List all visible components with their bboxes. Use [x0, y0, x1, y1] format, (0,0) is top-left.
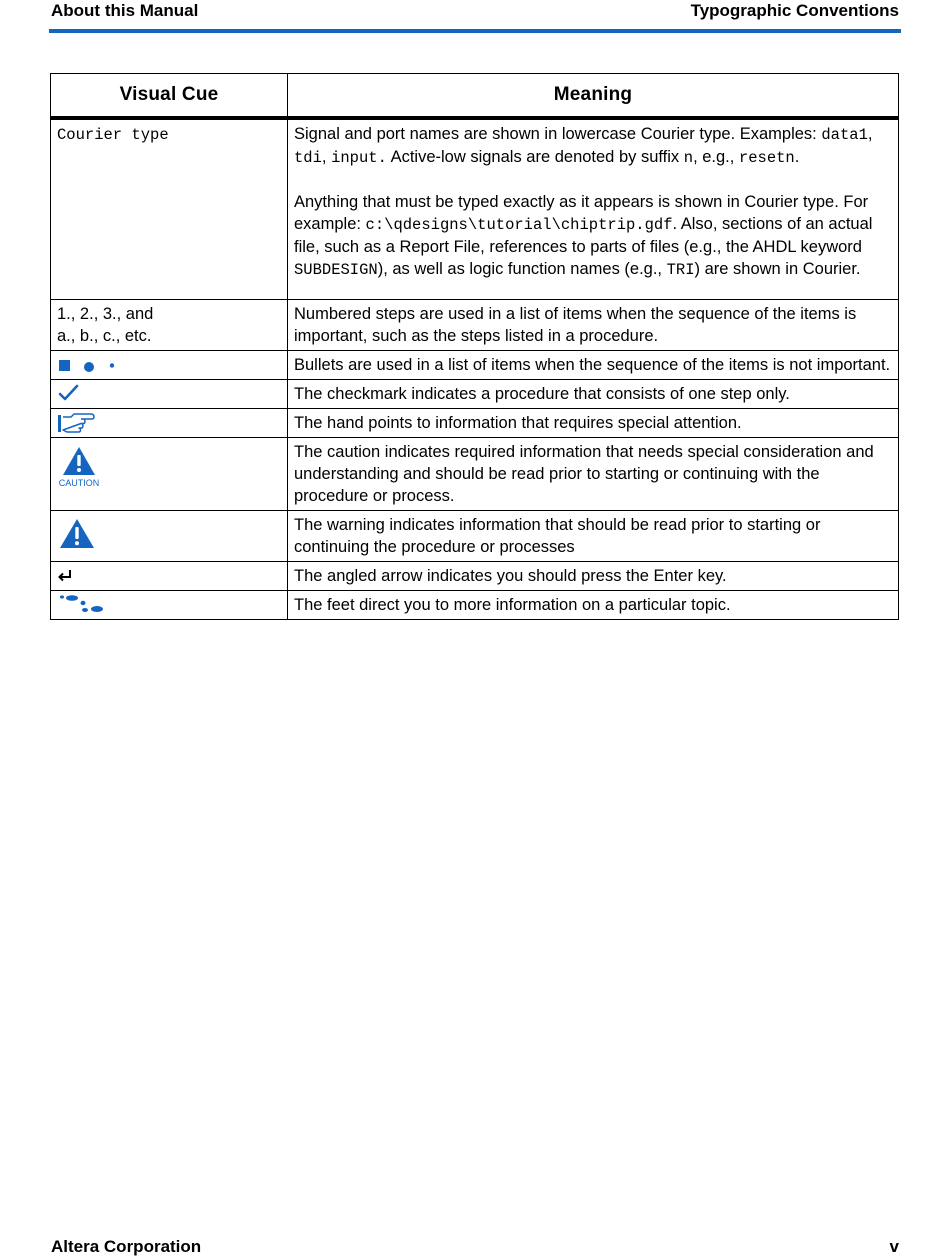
- meaning-cell: Numbered steps are used in a list of items when the sequence of the items is important, such as the steps listed in a procedure.: [288, 300, 899, 351]
- cue-cell: [51, 438, 288, 511]
- column-header-meaning: Meaning: [288, 74, 899, 119]
- enter-arrow-icon: [57, 565, 77, 587]
- cue-cell: [51, 380, 288, 409]
- meaning-cell: The feet direct you to more information on a particular topic.: [288, 591, 899, 620]
- cue-cell: [51, 351, 288, 380]
- table-header-row: [51, 74, 899, 119]
- meaning-cell: The hand points to information that requires special attention.: [288, 409, 899, 438]
- cue-cell: [51, 409, 288, 438]
- caution-icon: [57, 441, 101, 489]
- caution-icon-label: CAUTION: [58, 478, 100, 488]
- bullets-icon: [57, 354, 127, 376]
- cue-cell: [51, 118, 288, 300]
- cue-cell: [51, 511, 288, 562]
- courier-type-sample: Courier type: [57, 126, 169, 144]
- numbered-cue-line-2: a., b., c., etc.: [57, 327, 152, 345]
- footer-company: Altera Corporation: [51, 1237, 202, 1256]
- meaning-cell: [288, 118, 899, 300]
- meaning-cell: The angled arrow indicates you should press the Enter key.: [288, 562, 899, 591]
- footprints-icon: [57, 594, 109, 616]
- table-row-feet: [51, 591, 899, 620]
- meaning-cell: The caution indicates required information that needs special consideration and understanding and should be read prior to starting or continuing with the procedure or process.: [288, 438, 899, 511]
- pointing-hand-icon: [57, 412, 95, 434]
- header-rule: [49, 29, 901, 33]
- table-row-warning: [51, 511, 899, 562]
- table-row-bullets: [51, 351, 899, 380]
- table-row-hand: [51, 409, 899, 438]
- checkmark-icon: [57, 383, 81, 405]
- meaning-cell: The checkmark indicates a procedure that consists of one step only.: [288, 380, 899, 409]
- table-row-caution: [51, 438, 899, 511]
- table-row-numbered: [51, 300, 899, 351]
- courier-paragraph-2: Anything that must be typed exactly as it appears is shown in Courier type. For example: c:\qdesigns\tutorial\chiptrip.gdf. Also, sections of an actual file, such as a Report File, references to parts of files (e.g., the AHDL keyword SUBDESIGN), as well as logic function names (e.g., TRI) are shown in Courier.: [294, 193, 873, 279]
- meaning-cell: The warning indicates information that should be read prior to starting or continuing the procedure or processes: [288, 511, 899, 562]
- numbered-cue-line-1: 1., 2., 3., and: [57, 305, 154, 323]
- cue-cell: [51, 562, 288, 591]
- table-row-enter: [51, 562, 899, 591]
- header-section: About this Manual: [51, 1, 199, 20]
- cue-cell: [51, 300, 288, 351]
- cue-cell: [51, 591, 288, 620]
- table-row-checkmark: [51, 380, 899, 409]
- courier-paragraph-1: Signal and port names are shown in lowercase Courier type. Examples: data1, tdi, input. Active-low signals are denoted by suffix n, e.g., resetn.: [294, 125, 873, 167]
- header-title: Typographic Conventions: [690, 1, 899, 20]
- table-row-courier: [51, 118, 899, 300]
- page-number: v: [889, 1237, 899, 1256]
- column-header-visual-cue: Visual Cue: [51, 74, 288, 119]
- warning-icon: [57, 514, 97, 554]
- meaning-cell: Bullets are used in a list of items when the sequence of the items is not important.: [288, 351, 899, 380]
- conventions-table: [50, 73, 899, 620]
